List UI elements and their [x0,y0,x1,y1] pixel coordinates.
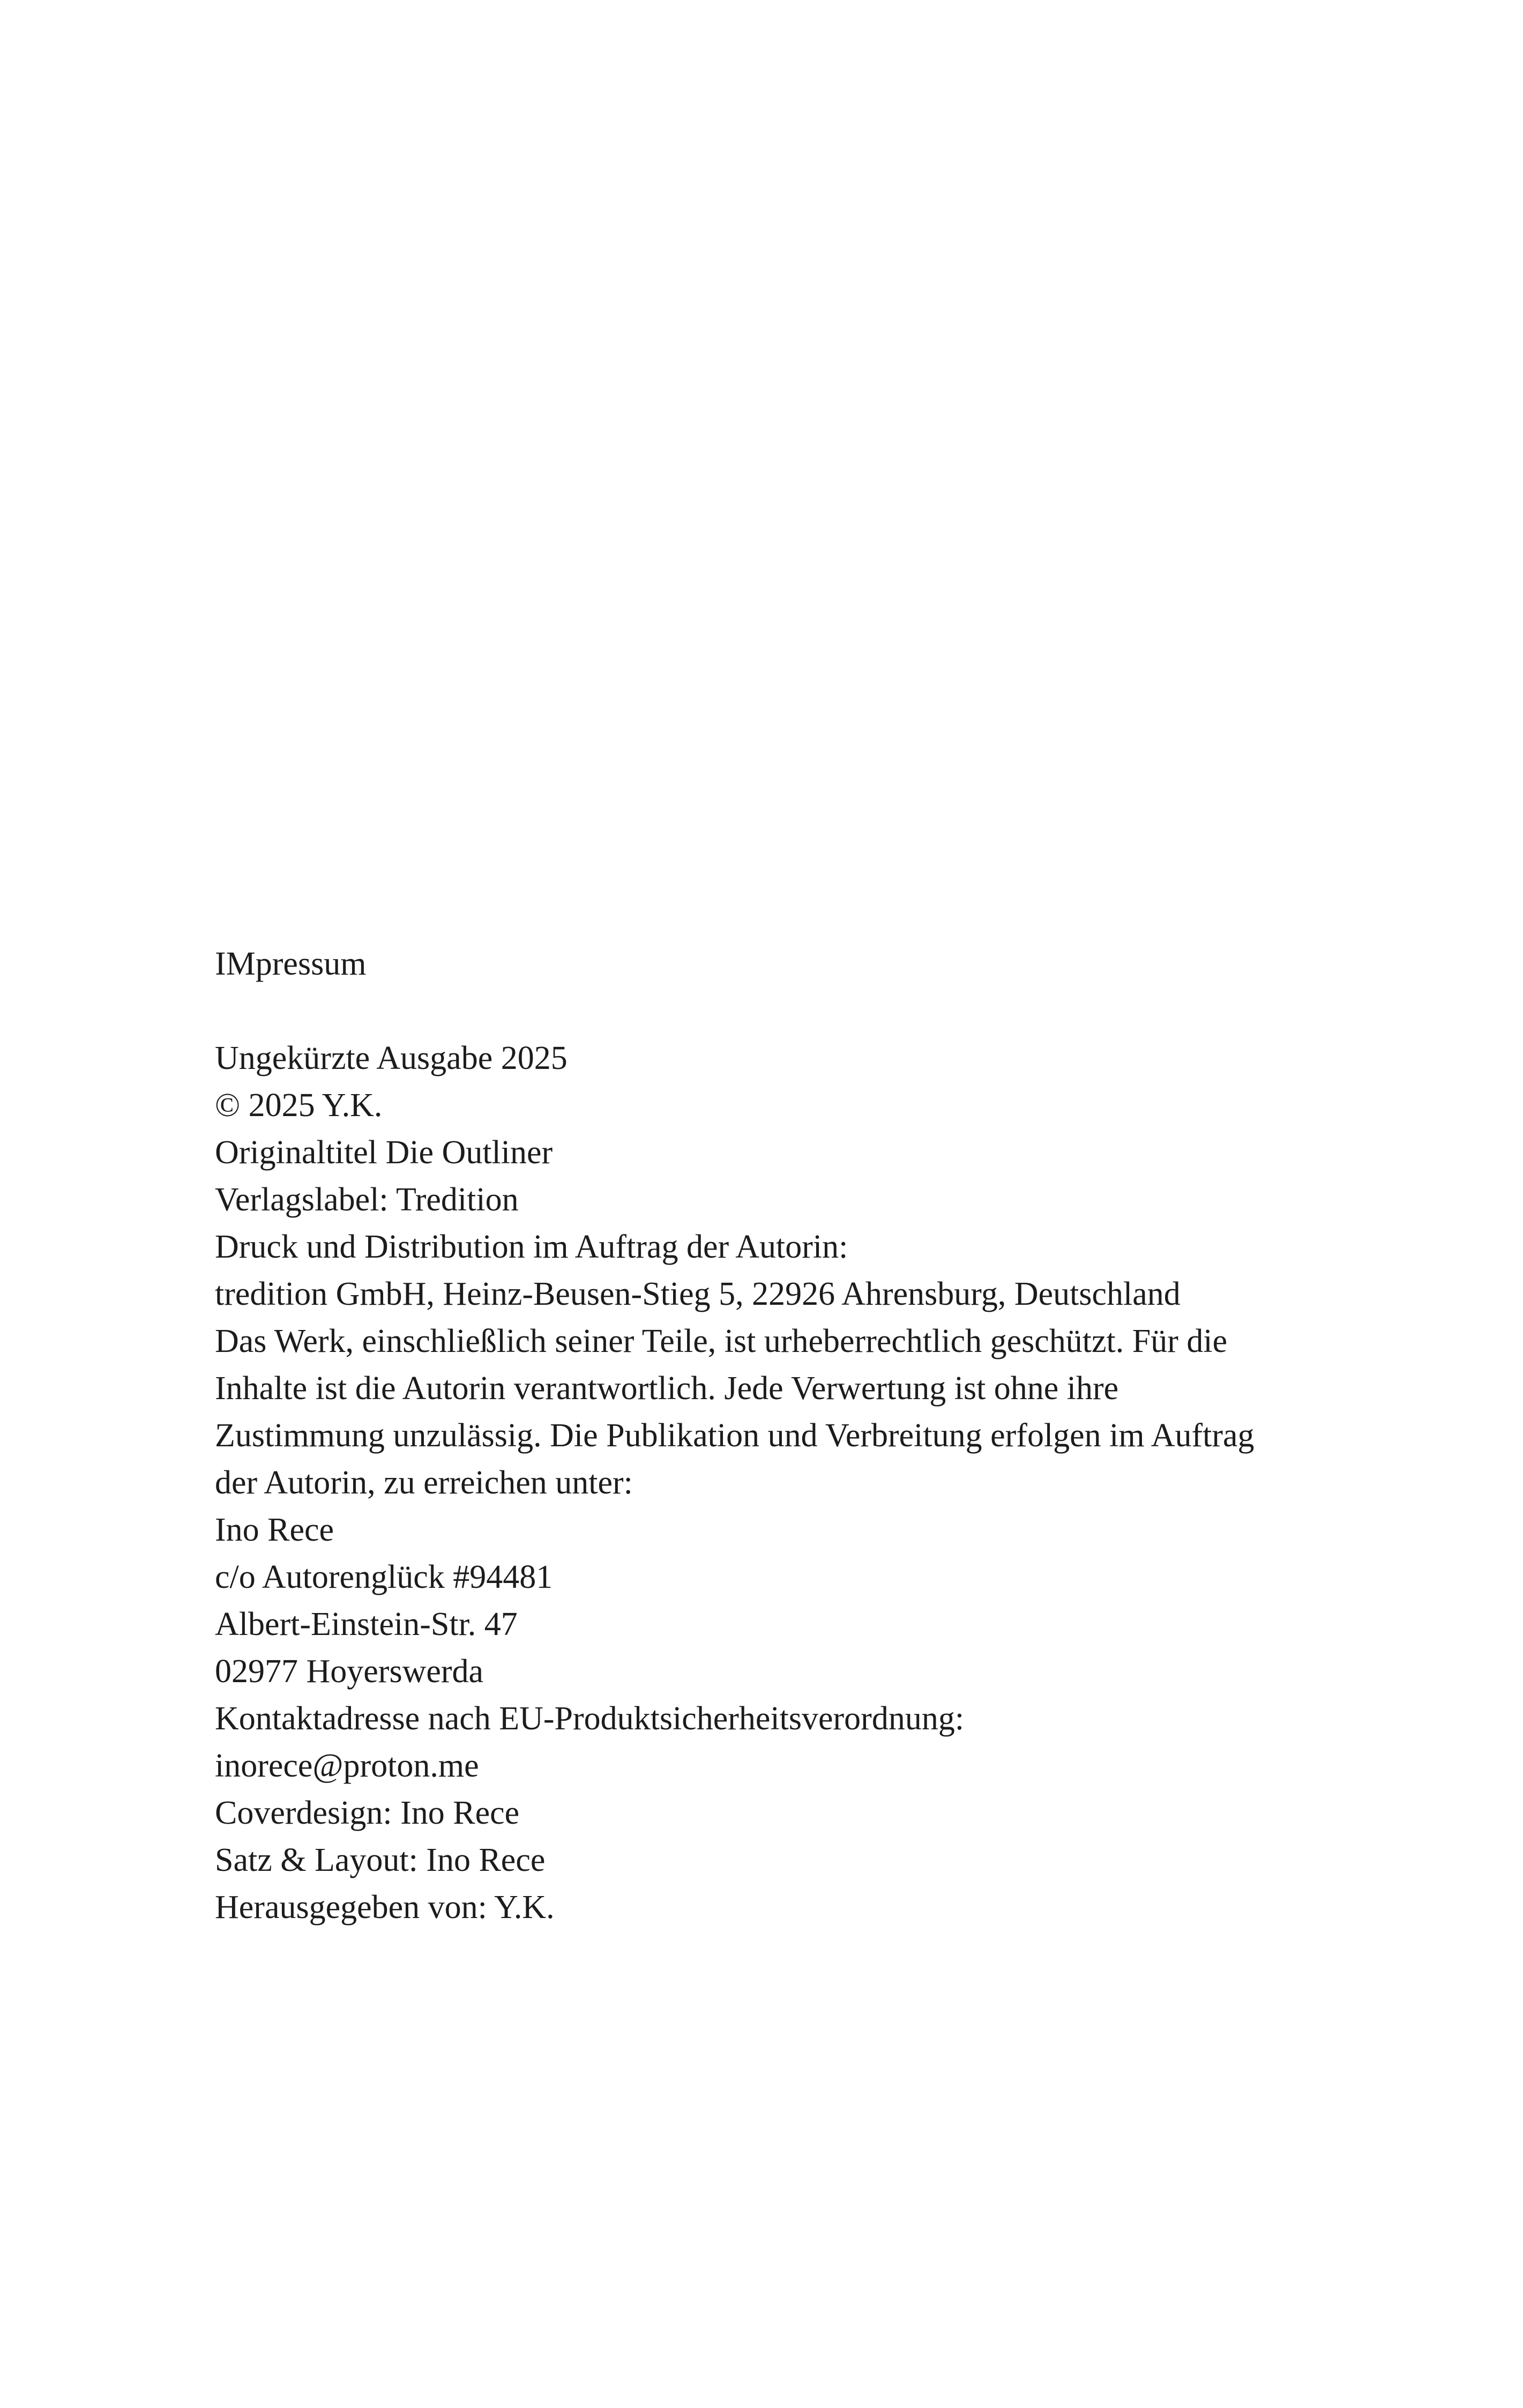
rights-text-line: Zustimmung unzulässig. Die Publikation und Verbreitung erfolgen im Auftrag [215,1417,1255,1454]
original-title-line: Originaltitel Die Outliner [215,1134,553,1171]
distribution-heading-line: Druck und Distribution im Auftrag der Autorin: [215,1229,848,1265]
rights-text-line: Inhalte ist die Autorin verantwortlich. Jede Verwertung ist ohne ihre [215,1370,1119,1407]
copyright-line: © 2025 Y.K. [215,1087,383,1124]
distributor-address-line: tredition GmbH, Heinz-Beusen-Stieg 5, 22926 Ahrensburg, Deutschland [215,1276,1181,1312]
contact-co-line: c/o Autorenglück #94481 [215,1559,553,1595]
imprint-heading: IMpressum [215,946,367,982]
contact-email-line: inorece@proton.me [215,1748,479,1784]
layout-credit-line: Satz & Layout: Ino Rece [215,1842,546,1878]
contact-city-line: 02977 Hoyerswerda [215,1653,484,1690]
cover-design-line: Coverdesign: Ino Rece [215,1795,520,1831]
publisher-label-line: Verlagslabel: Tredition [215,1181,519,1218]
edition-line: Ungekürzte Ausgabe 2025 [215,1040,568,1076]
editor-line: Herausgegeben von: Y.K. [215,1889,555,1926]
rights-text-line: Das Werk, einschließlich seiner Teile, ist urheberrechtlich geschützt. Für die [215,1323,1228,1359]
contact-regulation-line: Kontaktadresse nach EU-Produktsicherheitsverordnung: [215,1700,965,1737]
rights-text-line: der Autorin, zu erreichen unter: [215,1465,633,1501]
contact-name-line: Ino Rece [215,1512,334,1548]
imprint-body [215,1035,1308,1931]
contact-street-line: Albert-Einstein-Str. 47 [215,1606,518,1643]
imprint-section [215,940,1308,1931]
